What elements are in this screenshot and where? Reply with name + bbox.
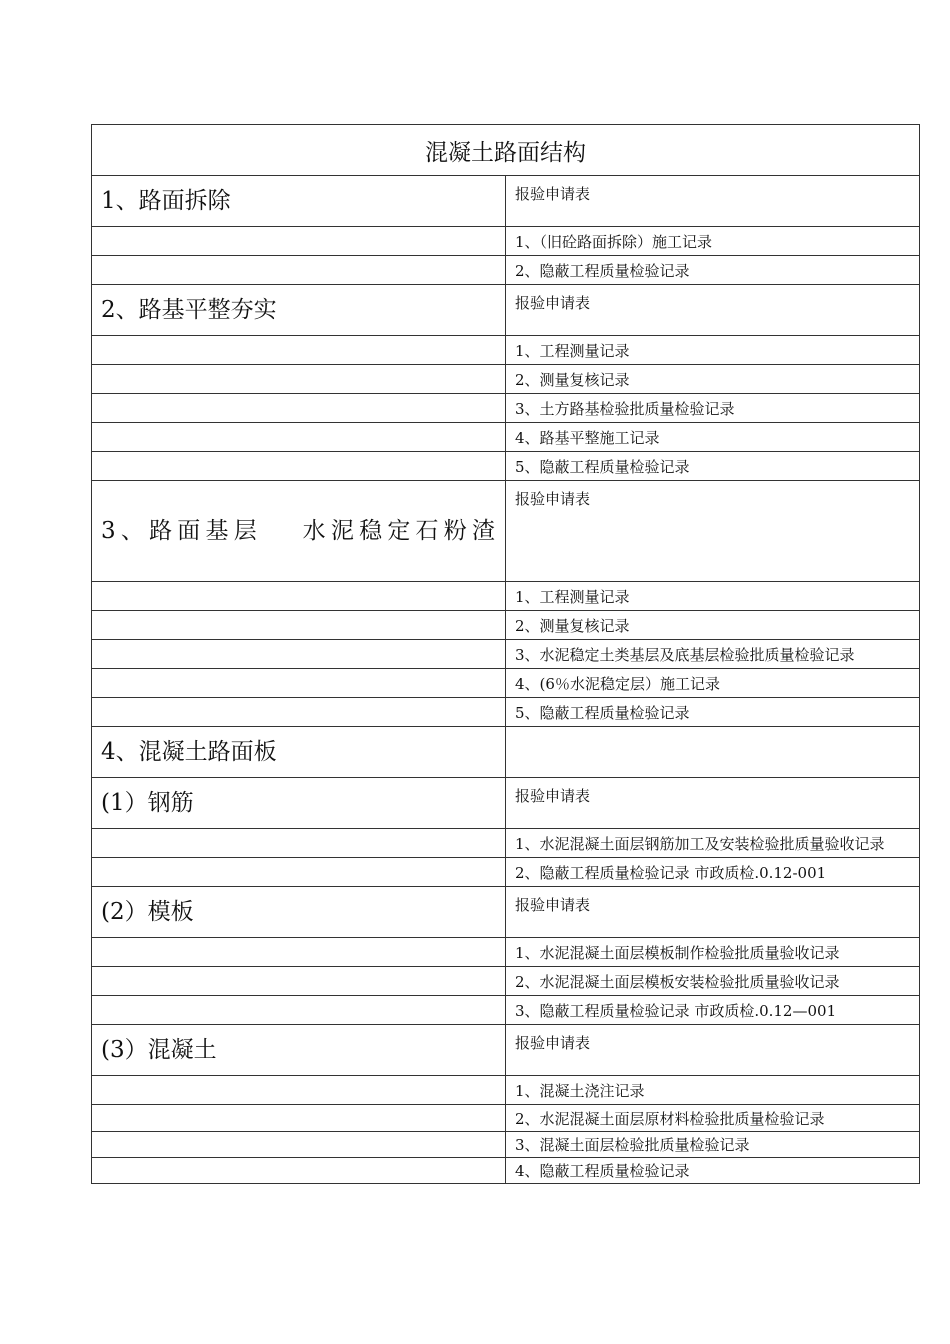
- empty-cell: [92, 858, 506, 887]
- records-table: [91, 124, 920, 1184]
- application-form-label: 报验申请表: [506, 285, 920, 336]
- section-heading-cell: [92, 887, 506, 938]
- section-heading-cell: [92, 778, 506, 829]
- section-heading: (1）钢筋: [101, 790, 194, 816]
- title-row: [92, 125, 920, 176]
- item-row: [92, 452, 920, 481]
- empty-cell: [92, 669, 506, 698]
- section-heading: 1、路面拆除: [101, 188, 231, 214]
- section-row: [92, 285, 920, 336]
- section-heading: (3）混凝土: [101, 1037, 217, 1063]
- item-row: [92, 996, 920, 1025]
- item-row: [92, 336, 920, 365]
- item-row: [92, 365, 920, 394]
- record-item: 1、水泥混凝土面层模板制作检验批质量验收记录: [506, 938, 920, 967]
- application-form-label: 报验申请表: [506, 778, 920, 829]
- item-row: [92, 1105, 920, 1132]
- item-row: [92, 698, 920, 727]
- section-heading: 3、路面基层 水泥稳定石粉渣: [101, 518, 495, 544]
- item-row: [92, 227, 920, 256]
- item-row: [92, 858, 920, 887]
- application-form-label: 报验申请表: [506, 481, 920, 582]
- record-item: 2、隐蔽工程质量检验记录: [506, 256, 920, 285]
- record-item: 4、隐蔽工程质量检验记录: [506, 1158, 920, 1184]
- record-item: 4、路基平整施工记录: [506, 423, 920, 452]
- empty-cell: [92, 611, 506, 640]
- empty-cell: [92, 1105, 506, 1132]
- empty-cell: [92, 640, 506, 669]
- record-item: 2、水泥混凝土面层原材料检验批质量检验记录: [506, 1105, 920, 1132]
- section-heading: 2、路基平整夯实: [101, 297, 277, 323]
- table-title: 混凝土路面结构: [92, 125, 920, 176]
- record-item: 4、(6％水泥稳定层）施工记录: [506, 669, 920, 698]
- section-heading-cell: [92, 481, 506, 582]
- item-row: [92, 829, 920, 858]
- item-row: [92, 1158, 920, 1184]
- record-item: 2、测量复核记录: [506, 365, 920, 394]
- empty-cell: [92, 698, 506, 727]
- item-row: [92, 611, 920, 640]
- application-form-label: 报验申请表: [506, 887, 920, 938]
- record-item: 1、水泥混凝土面层钢筋加工及安装检验批质量验收记录: [506, 829, 920, 858]
- empty-cell: [92, 365, 506, 394]
- item-row: [92, 938, 920, 967]
- record-item: 2、隐蔽工程质量检验记录 市政质检.0.12-001: [506, 858, 920, 887]
- section-row: [92, 887, 920, 938]
- record-item: 1、（旧砼路面拆除）施工记录: [506, 227, 920, 256]
- item-row: [92, 256, 920, 285]
- section-heading-cell: [92, 727, 506, 778]
- empty-cell: [92, 582, 506, 611]
- empty-cell: [92, 967, 506, 996]
- empty-cell: [92, 938, 506, 967]
- item-row: [92, 1132, 920, 1158]
- empty-cell: [92, 1158, 506, 1184]
- section-row: [92, 481, 920, 582]
- empty-cell: [92, 423, 506, 452]
- record-item: 2、水泥混凝土面层模板安装检验批质量验收记录: [506, 967, 920, 996]
- section-heading-cell: [92, 285, 506, 336]
- record-item: 3、水泥稳定土类基层及底基层检验批质量检验记录: [506, 640, 920, 669]
- record-item: 1、混凝土浇注记录: [506, 1076, 920, 1105]
- empty-cell: [92, 394, 506, 423]
- section-heading: (2）模板: [101, 899, 194, 925]
- record-item: 1、工程测量记录: [506, 336, 920, 365]
- empty-application-cell: [506, 727, 920, 778]
- empty-cell: [92, 1132, 506, 1158]
- application-form-label: 报验申请表: [506, 1025, 920, 1076]
- empty-cell: [92, 1076, 506, 1105]
- application-form-label: 报验申请表: [506, 176, 920, 227]
- record-item: 3、隐蔽工程质量检验记录 市政质检.0.12—001: [506, 996, 920, 1025]
- empty-cell: [92, 452, 506, 481]
- record-item: 1、工程测量记录: [506, 582, 920, 611]
- section-row: [92, 1025, 920, 1076]
- section-row: [92, 176, 920, 227]
- item-row: [92, 1076, 920, 1105]
- item-row: [92, 669, 920, 698]
- section-heading: 4、混凝土路面板: [101, 739, 277, 765]
- section-row: [92, 778, 920, 829]
- empty-cell: [92, 336, 506, 365]
- empty-cell: [92, 996, 506, 1025]
- record-item: 2、测量复核记录: [506, 611, 920, 640]
- item-row: [92, 582, 920, 611]
- section-heading-cell: [92, 176, 506, 227]
- item-row: [92, 394, 920, 423]
- record-item: 5、隐蔽工程质量检验记录: [506, 452, 920, 481]
- item-row: [92, 640, 920, 669]
- item-row: [92, 423, 920, 452]
- item-row: [92, 967, 920, 996]
- empty-cell: [92, 227, 506, 256]
- section-heading-cell: [92, 1025, 506, 1076]
- empty-cell: [92, 256, 506, 285]
- record-item: 3、混凝土面层检验批质量检验记录: [506, 1132, 920, 1158]
- record-item: 5、隐蔽工程质量检验记录: [506, 698, 920, 727]
- section-row: [92, 727, 920, 778]
- empty-cell: [92, 829, 506, 858]
- record-item: 3、土方路基检验批质量检验记录: [506, 394, 920, 423]
